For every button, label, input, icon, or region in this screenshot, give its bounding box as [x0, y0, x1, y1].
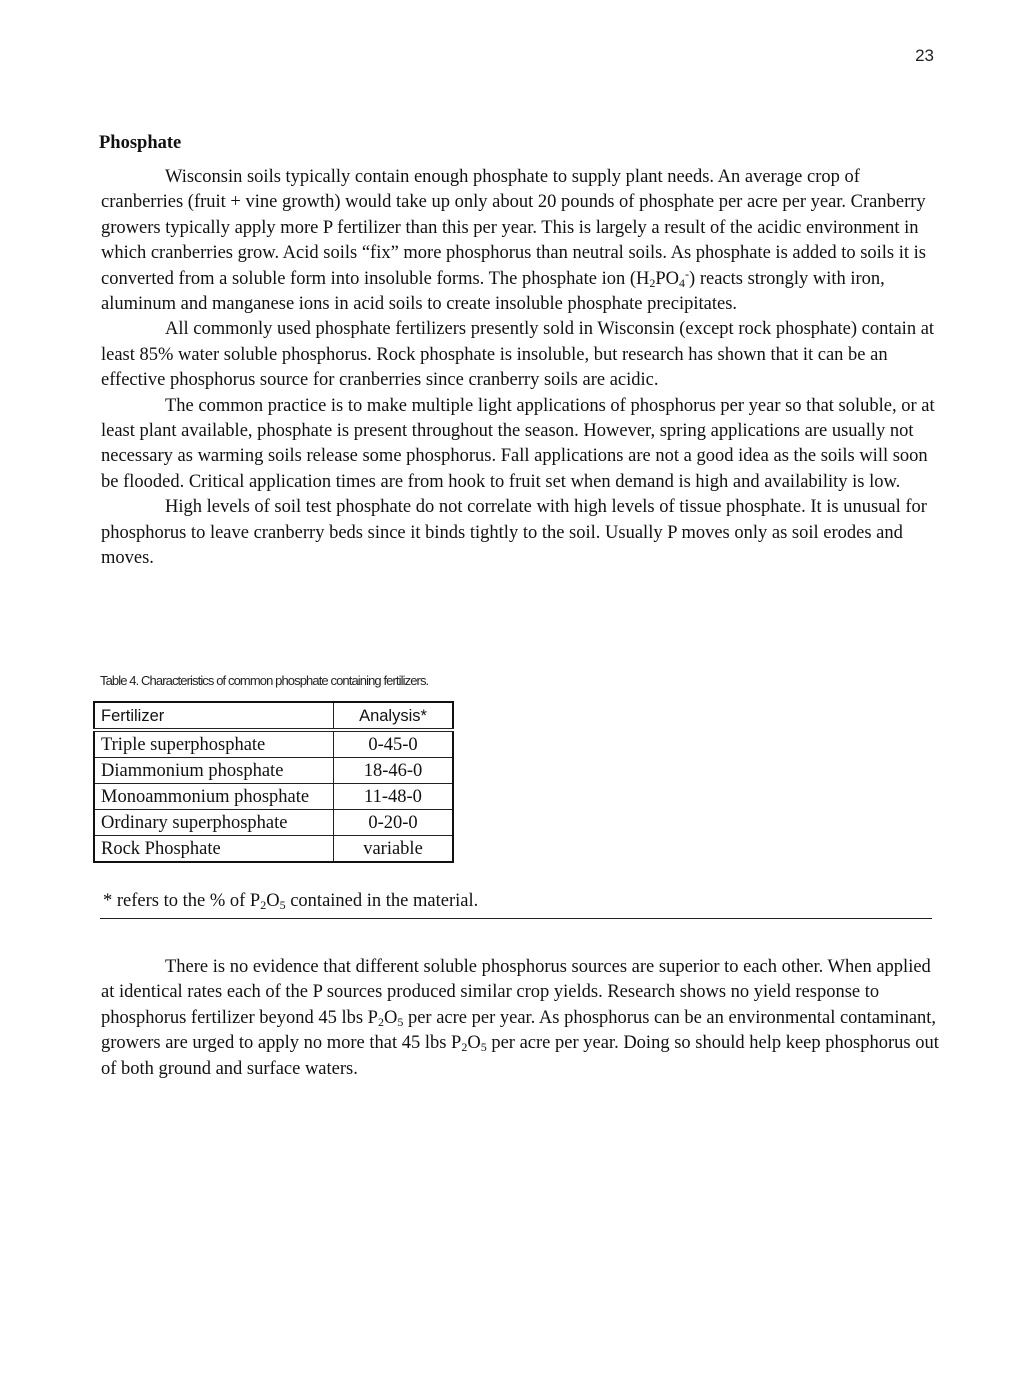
paragraph-3: The common practice is to make multiple light applications of phosphorus per year so that soluble, or at least plant available, phosphate is present throughout the season. However, spring applications are usually not necessary as warming soils release some phosphorus. Fall applications are not a good idea as the soils will soon be flooded. Critical application times are from hook to fruit set when demand is high and availability is low. — [101, 395, 935, 492]
cell-analysis: 0-45-0 — [334, 730, 454, 758]
cell-analysis: variable — [334, 836, 454, 863]
table-row — [94, 836, 453, 863]
cell-analysis: 0-20-0 — [334, 810, 454, 836]
table-footnote: * refers to the % of $P_2O_5$ contained in the material. — [103, 891, 479, 912]
divider — [100, 918, 932, 919]
cell-fertilizer: Monoammonium phosphate — [94, 784, 334, 810]
paragraph-5: There is no evidence that different soluble phosphorus sources are superior to each other. When applied at identical rates each of the P sources produced similar crop yields. Research shows no yield response to phosphorus fertilizer beyond 45 lbs $P_2O_5$ per acre per year. As phosphorus can be an environmental contaminant, growers are urged to apply no more that 45 lbs $P_2O_5$ per acre per year. Doing so should help keep phosphorus out of both ground and surface waters. — [101, 957, 939, 1079]
paragraph-4: High levels of soil test phosphate do not correlate with high levels of tissue phosphate. It is unusual for phosphorus to leave cranberry beds since it binds tightly to the soil. Usually P moves only as soil erodes and moves. — [101, 497, 927, 569]
table-row — [94, 810, 453, 836]
cell-fertilizer: Triple superphosphate — [94, 730, 334, 758]
cell-analysis: 18-46-0 — [334, 758, 454, 784]
table-row — [94, 730, 453, 758]
table-header-row — [94, 702, 453, 730]
paragraph-1: Wisconsin soils typically contain enough phosphate to supply plant needs. An average crop of cranberries (fruit + vine growth) would take up only about 20 pounds of phosphate per acre per year. Cranberry growers typically apply more P fertilizer than this per year. This is largely a result of the acidic environment in which cranberries grow. Acid soils “fix” more phosphorus than neutral soils. As phosphate is added to soils it is converted from a soluble form into insoluble forms. The phosphate ion $(H_2PO_4^-)$ reacts strongly with iron, aluminum and manganese ions in acid soils to create insoluble phosphate precipitates. — [101, 167, 927, 315]
body-text — [101, 165, 941, 572]
fertilizer-table — [93, 701, 454, 863]
section-heading: Phosphate — [99, 133, 182, 153]
table-row — [94, 784, 453, 810]
table-row — [94, 758, 453, 784]
cell-fertilizer: Diammonium phosphate — [94, 758, 334, 784]
page-number: 23 — [915, 46, 934, 65]
table-caption: Table 4. Characteristics of common phosphate containing fertilizers. — [100, 673, 429, 688]
header-analysis: Analysis* — [334, 702, 454, 730]
header-fertilizer: Fertilizer — [94, 702, 334, 730]
cell-fertilizer: Rock Phosphate — [94, 836, 334, 863]
cell-fertilizer: Ordinary superphosphate — [94, 810, 334, 836]
paragraph-2: All commonly used phosphate fertilizers presently sold in Wisconsin (except rock phosphate) contain at least 85% water soluble phosphorus. Rock phosphate is insoluble, but research has shown that it can be an effective phosphorus source for cranberries since cranberry soils are acidic. — [101, 319, 935, 391]
cell-analysis: 11-48-0 — [334, 784, 454, 810]
closing-text — [101, 955, 941, 1082]
